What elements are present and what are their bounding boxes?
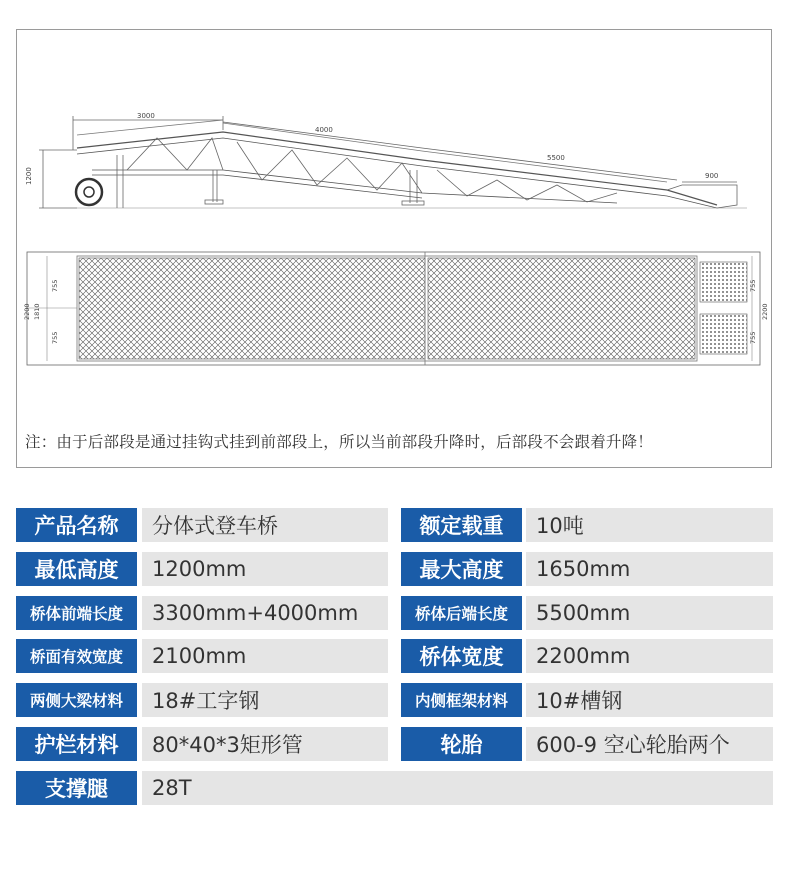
dim-front-section: 3000 bbox=[137, 112, 155, 120]
spec-value-product-name: 分体式登车桥 bbox=[142, 508, 388, 542]
dim-height: 1200 bbox=[25, 167, 33, 185]
dim-lane-left-top: 755 bbox=[51, 279, 59, 292]
spec-label-product-name: 产品名称 bbox=[16, 508, 137, 542]
dim-middle-section: 4000 bbox=[315, 126, 333, 134]
spec-value-guardrail: 80*40*3矩形管 bbox=[142, 727, 388, 761]
dim-rear-section: 5500 bbox=[547, 154, 565, 162]
spec-value-effective-width: 2100mm bbox=[142, 639, 388, 673]
spec-row-1 bbox=[16, 508, 773, 542]
lip-plate-top bbox=[700, 262, 747, 302]
spec-value-side-beam: 18#工字钢 bbox=[142, 683, 388, 717]
deck-mesh-rear bbox=[428, 258, 695, 359]
spec-label-front-length: 桥体前端长度 bbox=[16, 596, 137, 630]
dim-center-gap: 1810 bbox=[33, 303, 41, 320]
spec-row-6 bbox=[16, 727, 773, 761]
spec-label-effective-width: 桥面有效宽度 bbox=[16, 639, 137, 673]
dim-lane-right-top: 755 bbox=[749, 279, 757, 292]
dim-lip: 900 bbox=[705, 172, 719, 180]
spec-label-guardrail: 护栏材料 bbox=[16, 727, 137, 761]
spec-value-front-length: 3300mm+4000mm bbox=[142, 596, 388, 630]
deck-mesh-front bbox=[79, 258, 425, 359]
lip-plate-bottom bbox=[700, 314, 747, 354]
spec-value-rated-load: 10吨 bbox=[526, 508, 773, 542]
drawing-svg bbox=[17, 30, 773, 469]
spec-row-3 bbox=[16, 596, 773, 630]
side-view bbox=[39, 116, 747, 208]
spec-label-rated-load: 额定载重 bbox=[401, 508, 522, 542]
spec-value-inner-frame: 10#槽钢 bbox=[526, 683, 773, 717]
spec-value-rear-length: 5500mm bbox=[526, 596, 773, 630]
spec-label-inner-frame: 内侧框架材料 bbox=[401, 683, 522, 717]
spec-label-min-height: 最低高度 bbox=[16, 552, 137, 586]
spec-label-body-width: 桥体宽度 bbox=[401, 639, 522, 673]
spec-value-min-height: 1200mm bbox=[142, 552, 388, 586]
spec-value-support-leg: 28T bbox=[142, 771, 773, 805]
spec-label-tire: 轮胎 bbox=[401, 727, 522, 761]
spec-value-tire: 600-9 空心轮胎两个 bbox=[526, 727, 773, 761]
spec-row-7 bbox=[16, 771, 773, 805]
spec-value-body-width: 2200mm bbox=[526, 639, 773, 673]
spec-row-4 bbox=[16, 639, 773, 673]
dim-lane-right-bottom: 755 bbox=[749, 331, 757, 344]
top-view bbox=[27, 252, 760, 365]
dim-lane-left-bottom: 755 bbox=[51, 331, 59, 344]
spec-row-5 bbox=[16, 683, 773, 717]
spec-label-support-leg: 支撑腿 bbox=[16, 771, 137, 805]
dim-total-width-right: 2200 bbox=[761, 303, 769, 320]
dim-total-width-left: 2200 bbox=[23, 303, 31, 320]
spec-label-max-height: 最大高度 bbox=[401, 552, 522, 586]
spec-value-max-height: 1650mm bbox=[526, 552, 773, 586]
technical-drawing-panel bbox=[16, 29, 772, 468]
spec-label-rear-length: 桥体后端长度 bbox=[401, 596, 522, 630]
drawing-note: 注：由于后部段是通过挂钩式挂到前部段上，所以当前部段升降时，后部段不会跟着升降！ bbox=[25, 433, 654, 451]
spec-label-side-beam: 两侧大梁材料 bbox=[16, 683, 137, 717]
spec-row-2 bbox=[16, 552, 773, 586]
